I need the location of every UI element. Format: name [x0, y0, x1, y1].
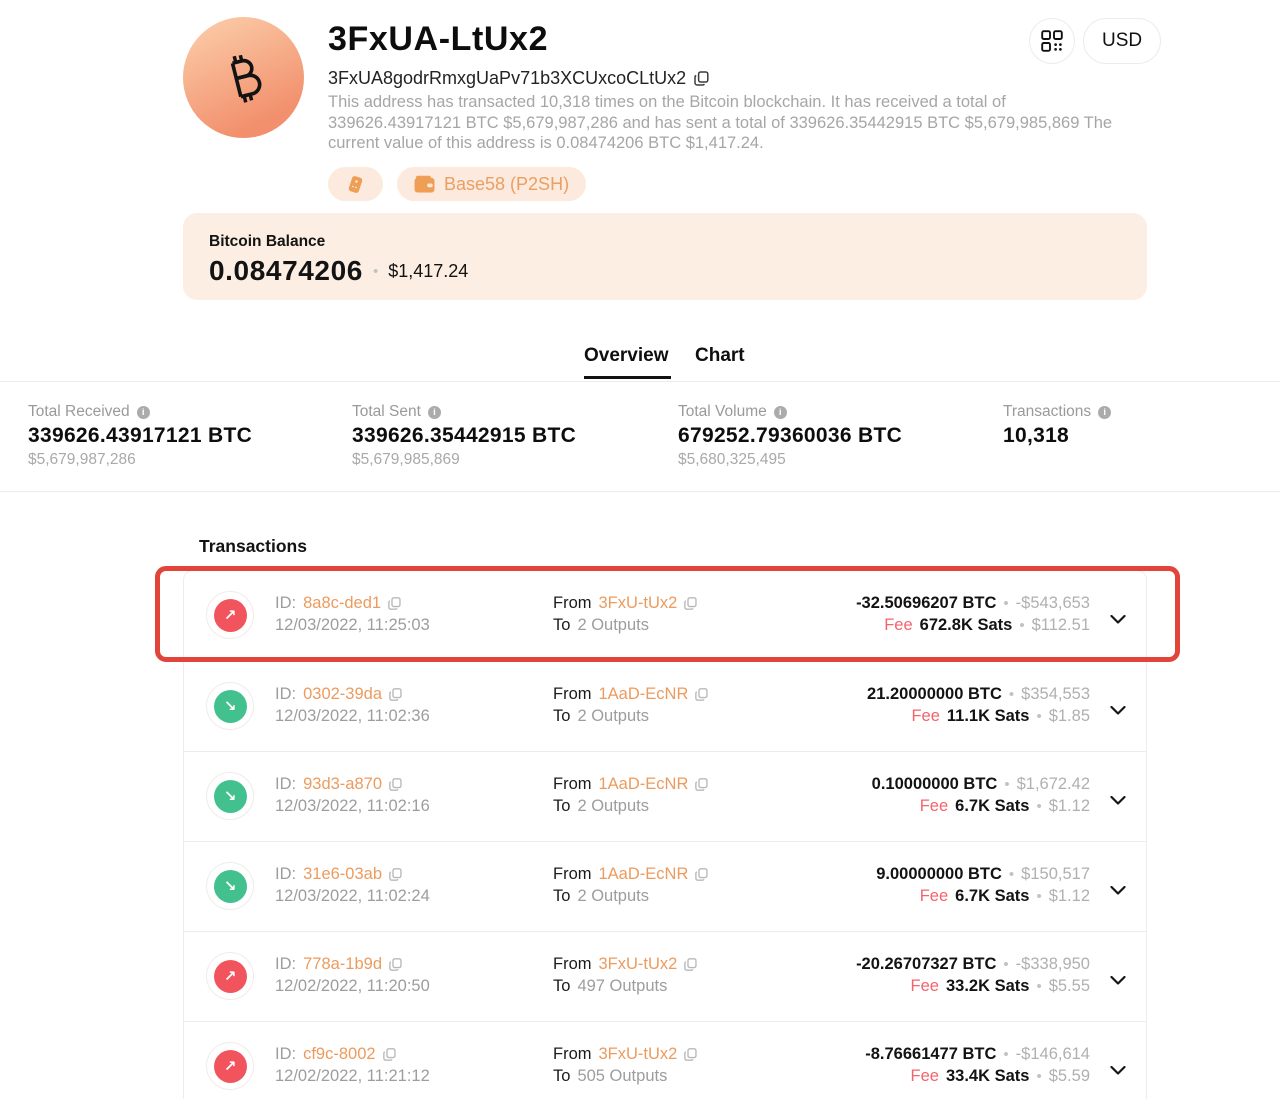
tx-date: 12/03/2022, 11:02:36: [275, 707, 430, 725]
address-type-label: Base58 (P2SH): [444, 173, 570, 194]
info-icon[interactable]: i: [774, 406, 787, 419]
tx-to-label: To: [553, 616, 571, 634]
transaction-row[interactable]: [184, 841, 1146, 931]
tx-from-label: From: [553, 775, 592, 793]
tx-to-value: 2 Outputs: [577, 616, 649, 634]
tx-fee-label: Fee: [884, 616, 913, 634]
direction-badge: [206, 1042, 254, 1090]
tx-to-label: To: [553, 707, 571, 725]
tx-amount-usd: -$146,614: [1015, 1045, 1090, 1063]
copy-address-icon[interactable]: [694, 71, 709, 86]
tx-fee-usd: $5.55: [1048, 977, 1090, 995]
info-icon[interactable]: i: [428, 406, 441, 419]
tx-fee-label: Fee: [910, 977, 939, 995]
stat-label: Total Sent: [352, 403, 421, 420]
tx-fee-value: 33.2K Sats: [945, 977, 1030, 995]
direction-arrow-icon: ↗: [223, 1057, 237, 1075]
ticket-icon: [345, 174, 366, 195]
tx-id-label: ID:: [275, 775, 297, 793]
balance-label: Bitcoin Balance: [209, 233, 326, 250]
stat-total-sent: [352, 403, 576, 469]
tx-fee-value: 6.7K Sats: [955, 797, 1030, 815]
stat-total-received: [28, 403, 252, 469]
bullet-separator: •: [372, 262, 379, 280]
tx-to-value: 505 Outputs: [577, 1067, 668, 1085]
address-full: 3FxUA8godrRmxgUaPv71b3XCUxcoCLtUx2: [328, 68, 687, 88]
tx-to-label: To: [553, 887, 571, 905]
tx-amount-btc: 9.00000000 BTC: [876, 865, 1002, 883]
direction-badge: [206, 862, 254, 910]
copy-txid-icon[interactable]: [389, 778, 402, 791]
info-icon[interactable]: i: [1098, 406, 1111, 419]
tx-date: 12/02/2022, 11:20:50: [275, 977, 430, 995]
bullet-separator: •: [1003, 595, 1009, 612]
tx-fee-value: 11.1K Sats: [946, 707, 1030, 725]
tx-fee-value: 33.4K Sats: [945, 1067, 1030, 1085]
direction-badge: [206, 952, 254, 1000]
tx-date: 12/03/2022, 11:25:03: [275, 616, 430, 634]
stat-label: Transactions: [1003, 403, 1092, 420]
tx-fee-label: Fee: [911, 707, 940, 725]
stat-sub: $5,680,325,495: [678, 451, 786, 468]
tx-amount-usd: $354,553: [1021, 685, 1090, 703]
tx-id-link[interactable]: 93d3-a870: [303, 775, 383, 793]
tx-from-link[interactable]: 3FxU-tUx2: [598, 955, 678, 973]
qr-grid-icon: [1041, 30, 1063, 52]
copy-from-icon[interactable]: [684, 1048, 697, 1061]
transaction-row[interactable]: [184, 571, 1146, 661]
expand-chevron-down-icon[interactable]: [1110, 1062, 1126, 1080]
tx-id-label: ID:: [275, 1045, 297, 1063]
tx-id-link[interactable]: 31e6-03ab: [303, 865, 383, 883]
tx-fee-usd: $112.51: [1031, 616, 1090, 634]
copy-txid-icon[interactable]: [383, 1048, 396, 1061]
bullet-separator: •: [1036, 1068, 1042, 1085]
expand-chevron-down-icon[interactable]: [1110, 611, 1126, 629]
tx-date: 12/02/2022, 11:21:12: [275, 1067, 430, 1085]
transaction-row[interactable]: [184, 751, 1146, 841]
copy-from-icon[interactable]: [695, 868, 708, 881]
stat-sub: $5,679,985,869: [352, 451, 460, 468]
stat-value: 339626.43917121 BTC: [28, 424, 253, 447]
tab-overview[interactable]: Overview: [584, 345, 669, 366]
tx-to-label: To: [553, 977, 571, 995]
copy-from-icon[interactable]: [684, 597, 697, 610]
tx-from-link[interactable]: 1AaD-EcNR: [598, 865, 689, 883]
direction-badge: [206, 682, 254, 730]
tx-date: 12/03/2022, 11:02:16: [275, 797, 430, 815]
tx-fee-label: Fee: [910, 1067, 939, 1085]
bullet-separator: •: [1008, 866, 1015, 883]
bullet-separator: •: [1004, 776, 1010, 793]
expand-chevron-down-icon[interactable]: [1110, 702, 1126, 720]
tx-id-label: ID:: [275, 955, 297, 973]
tx-from-link[interactable]: 3FxU-tUx2: [598, 594, 678, 612]
copy-txid-icon[interactable]: [388, 597, 401, 610]
tx-to-label: To: [553, 797, 571, 815]
copy-from-icon[interactable]: [695, 688, 708, 701]
stat-label: Total Volume: [678, 403, 767, 420]
tx-from-link[interactable]: 1AaD-EcNR: [598, 775, 689, 793]
tx-to-value: 497 Outputs: [577, 977, 668, 995]
direction-arrow-icon: ↘: [223, 697, 237, 715]
stat-label: Total Received: [28, 403, 130, 420]
bullet-separator: •: [1036, 978, 1042, 995]
page-title: 3FxUA-LtUx2: [328, 20, 549, 58]
tx-amount-usd: $1,672.42: [1016, 775, 1090, 793]
tx-id-link[interactable]: 8a8c-ded1: [303, 594, 382, 612]
tx-fee-label: Fee: [919, 887, 949, 905]
transactions-heading: Transactions: [199, 536, 307, 556]
tx-from-label: From: [553, 865, 592, 883]
expand-chevron-down-icon[interactable]: [1110, 792, 1126, 810]
balance-usd-value: $1,417.24: [388, 260, 469, 281]
tx-id-label: ID:: [275, 685, 297, 703]
expand-chevron-down-icon[interactable]: [1110, 882, 1126, 900]
tx-amount-btc: -20.26707327 BTC: [856, 955, 997, 973]
copy-from-icon[interactable]: [695, 778, 708, 791]
tx-id-link[interactable]: cf9c-8002: [303, 1045, 376, 1063]
transaction-row[interactable]: [184, 661, 1146, 751]
currency-label: USD: [1102, 30, 1143, 51]
tx-id-link[interactable]: 0302-39da: [303, 685, 383, 703]
currency-selector-button[interactable]: [1083, 18, 1161, 64]
stat-transactions: [1003, 403, 1111, 451]
tx-amount-btc: 21.20000000 BTC: [867, 685, 1002, 703]
badge-row: [328, 167, 586, 201]
stats-band: [0, 381, 1280, 492]
stat-sub: $5,679,987,286: [28, 451, 136, 468]
stat-value: 679252.79360036 BTC: [678, 424, 903, 447]
address-type-badge[interactable]: [397, 167, 586, 201]
tx-id-label: ID:: [275, 865, 297, 883]
tab-chart[interactable]: Chart: [695, 345, 745, 366]
address-avatar: [183, 17, 304, 138]
tx-to-value: 2 Outputs: [577, 887, 649, 905]
copy-txid-icon[interactable]: [389, 958, 402, 971]
bullet-separator: •: [1003, 1046, 1009, 1063]
transaction-row[interactable]: [184, 931, 1146, 1021]
tx-to-label: To: [553, 1067, 571, 1085]
bullet-separator: •: [1036, 888, 1042, 905]
tx-fee-label: Fee: [919, 797, 949, 815]
tx-from-label: From: [553, 685, 592, 703]
tx-fee-usd: $1.85: [1048, 707, 1090, 725]
tx-amount-btc: -32.50696207 BTC: [856, 594, 997, 612]
tx-from-link[interactable]: 3FxU-tUx2: [598, 1045, 678, 1063]
direction-arrow-icon: ↗: [223, 606, 237, 624]
tx-amount-usd: -$543,653: [1015, 594, 1090, 612]
stat-total-volume: [678, 403, 902, 469]
direction-badge: [206, 772, 254, 820]
tx-amount-usd: $150,517: [1021, 865, 1090, 883]
tx-from-link[interactable]: 1AaD-EcNR: [598, 685, 689, 703]
tx-from-label: From: [553, 955, 592, 973]
copy-from-icon[interactable]: [684, 958, 697, 971]
balance-btc-value: 0.08474206: [209, 255, 363, 286]
bullet-separator: •: [1003, 956, 1009, 973]
tx-fee-usd: $1.12: [1048, 797, 1090, 815]
bullet-separator: •: [1008, 686, 1015, 703]
transaction-row[interactable]: [184, 1021, 1146, 1099]
transactions-list: [183, 570, 1147, 1099]
direction-arrow-icon: ↘: [223, 787, 237, 805]
bullet-separator: •: [1036, 708, 1042, 725]
info-icon[interactable]: i: [137, 406, 150, 419]
stat-value: 339626.35442915 BTC: [352, 424, 577, 447]
tx-fee-value: 672.8K Sats: [919, 616, 1013, 634]
copy-txid-icon[interactable]: [389, 868, 402, 881]
tx-amount-btc: -8.76661477 BTC: [865, 1045, 997, 1063]
copy-txid-icon[interactable]: [389, 688, 402, 701]
direction-arrow-icon: ↘: [223, 877, 237, 895]
stat-value: 10,318: [1003, 424, 1070, 447]
bitcoin-icon: [215, 45, 271, 110]
tx-fee-usd: $1.12: [1048, 887, 1090, 905]
tx-id-link[interactable]: 778a-1b9d: [303, 955, 383, 973]
direction-badge: [206, 591, 254, 639]
tx-from-label: From: [553, 1045, 592, 1063]
direction-arrow-icon: ↗: [223, 967, 237, 985]
bullet-separator: •: [1019, 617, 1025, 634]
wallet-icon: [414, 175, 435, 193]
expand-chevron-down-icon[interactable]: [1110, 972, 1126, 990]
bullet-separator: •: [1036, 798, 1042, 815]
tx-to-value: 2 Outputs: [577, 707, 649, 725]
address-description: This address has transacted 10,318 times on the Bitcoin blockchain. It has received a total of 339626.43917121 BTC $5,679,987,286 and has sent a total of 339626.35442915 BTC $5,679,985,869 The current value of this address is 0.08474206 BTC $1,417.24.: [328, 93, 1113, 152]
qr-code-button[interactable]: [1029, 18, 1075, 64]
tx-date: 12/03/2022, 11:02:24: [275, 887, 430, 905]
tx-id-label: ID:: [275, 594, 297, 612]
tx-fee-value: 6.7K Sats: [955, 887, 1030, 905]
tx-fee-usd: $5.59: [1048, 1067, 1090, 1085]
bitcoin-balance-card: [183, 213, 1147, 300]
tx-amount-btc: 0.10000000 BTC: [871, 775, 998, 793]
tx-to-value: 2 Outputs: [577, 797, 649, 815]
tx-from-label: From: [553, 594, 592, 612]
tx-amount-usd: -$338,950: [1015, 955, 1090, 973]
tag-badge[interactable]: [328, 167, 383, 201]
